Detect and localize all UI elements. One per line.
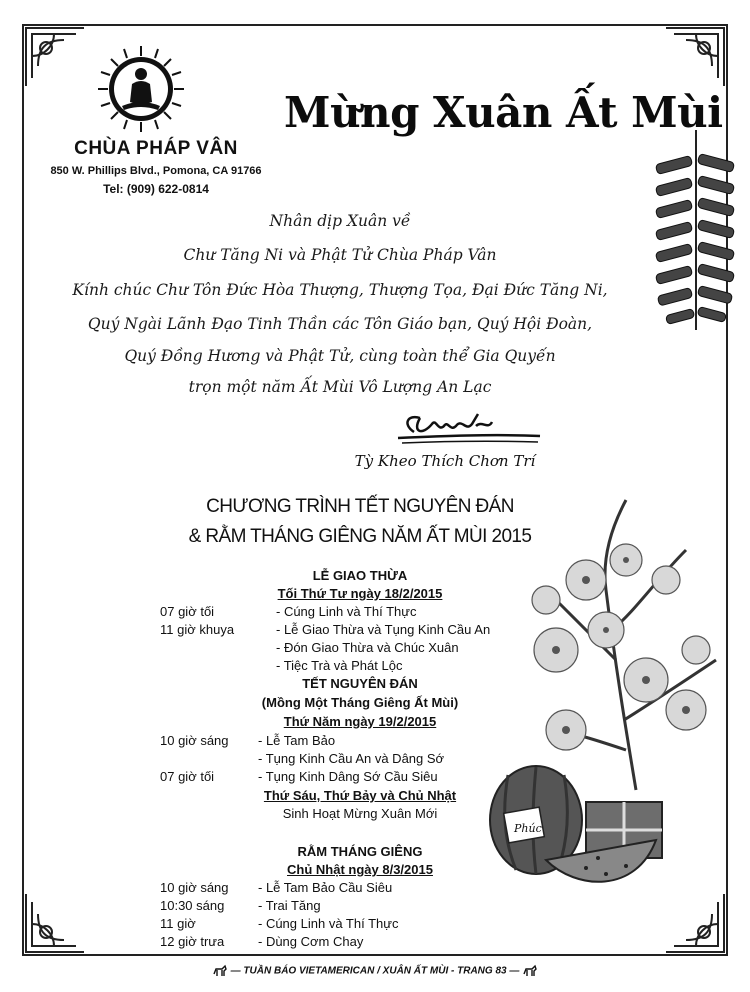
greeting-line: trọn một năm Ất Mùi Vô Lượng An Lạc bbox=[188, 378, 492, 396]
schedule-event: - Tụng Kinh Dâng Sớ Cầu Siêu bbox=[258, 769, 438, 784]
schedule-event: - Lễ Tam Bảo bbox=[258, 733, 336, 748]
section-heading-giao-thua: LỄ GIAO THỪA bbox=[312, 568, 408, 583]
schedule-event: - Lễ Giao Thừa và Tụng Kinh Cầu An bbox=[276, 622, 491, 637]
corner-ornament-top-left bbox=[24, 26, 86, 88]
schedule-event: - Tụng Kinh Cầu An và Dâng Sớ bbox=[258, 751, 445, 766]
schedule-event: - Cúng Linh và Thí Thực bbox=[276, 604, 417, 619]
schedule-time: 11 giờ bbox=[160, 916, 196, 931]
page-footer bbox=[0, 964, 750, 978]
watermelon-label: Phúc bbox=[514, 822, 542, 835]
firecrackers-icon bbox=[652, 130, 736, 336]
weekend-event: Sinh Hoạt Mừng Xuân Mới bbox=[282, 806, 438, 821]
greeting-line: Quý Ngài Lãnh Đạo Tinh Thần các Tôn Giáo bạn, Quý Hội Đoàn, bbox=[87, 315, 593, 333]
section-date-ram-thang-gieng: Chủ Nhật ngày 8/3/2015 bbox=[287, 862, 433, 877]
schedule-event: - Dùng Cơm Chay bbox=[258, 934, 364, 949]
page-title: Mừng Xuân Ất Mùi bbox=[284, 88, 723, 137]
schedule-time: 10 giờ sáng bbox=[160, 733, 229, 748]
program-title-line1: CHƯƠNG TRÌNH TẾT NGUYÊN ĐÁN bbox=[206, 496, 514, 517]
goat-icon bbox=[212, 964, 228, 978]
corner-ornament-bottom-left bbox=[24, 892, 86, 954]
temple-logo-icon bbox=[96, 44, 186, 134]
greeting-line: Nhân dịp Xuân về bbox=[269, 212, 411, 230]
program-title-line2: & RẰM THÁNG GIÊNG NĂM ẤT MÙI 2015 bbox=[188, 526, 532, 547]
schedule-event: - Cúng Linh và Thí Thực bbox=[258, 916, 399, 931]
signer-name: Tỳ Kheo Thích Chơn Trí bbox=[354, 452, 536, 470]
schedule-time: 07 giờ tối bbox=[160, 769, 215, 784]
greeting-line: Quý Đồng Hương và Phật Tử, cùng toàn thể Gia Quyến bbox=[124, 347, 556, 365]
corner-ornament-bottom-right bbox=[664, 892, 726, 954]
temple-phone: Tel: (909) 622-0814 bbox=[103, 182, 209, 196]
section-subheading-nguyen-dan: (Mồng Một Tháng Giêng Ất Mùi) bbox=[261, 695, 459, 710]
section-date-giao-thua: Tối Thứ Tư ngày 18/2/2015 bbox=[277, 586, 443, 601]
signature-image bbox=[392, 410, 542, 446]
corner-ornament-top-right bbox=[664, 26, 726, 88]
section-heading-ram-thang-gieng: RẰM THÁNG GIÊNG bbox=[297, 844, 423, 859]
temple-address: 850 W. Phillips Blvd., Pomona, CA 91766 bbox=[50, 165, 262, 177]
schedule-time: 10 giờ sáng bbox=[160, 880, 229, 895]
schedule-event: - Trai Tăng bbox=[258, 898, 321, 913]
schedule-time: 12 giờ trưa bbox=[160, 934, 225, 949]
schedule-time: 11 giờ khuya bbox=[160, 622, 235, 637]
goat-icon bbox=[522, 964, 538, 978]
schedule-time: 10:30 sáng bbox=[160, 898, 225, 913]
schedule-event: - Lễ Tam Bảo Cầu Siêu bbox=[258, 880, 393, 895]
schedule-event: - Đón Giao Thừa và Chúc Xuân bbox=[276, 640, 459, 655]
apricot-blossom-illustration bbox=[486, 490, 730, 900]
schedule-time: 07 giờ tối bbox=[160, 604, 215, 619]
greeting-line: Kính chúc Chư Tôn Đức Hòa Thượng, Thượng Tọa, Đại Đức Tăng Ni, bbox=[72, 281, 608, 299]
section-date-weekend: Thứ Sáu, Thứ Bảy và Chủ Nhật bbox=[263, 788, 457, 803]
temple-name: CHÙA PHÁP VÂN bbox=[74, 138, 238, 159]
greeting-line: Chư Tăng Ni và Phật Tử Chùa Pháp Vân bbox=[183, 246, 497, 264]
schedule-event: - Tiệc Trà và Phát Lộc bbox=[276, 658, 403, 673]
section-heading-nguyen-dan: TẾT NGUYÊN ĐÁN bbox=[302, 676, 418, 691]
footer-text: — TUẦN BÁO VIETAMERICAN / XUÂN ẤT MÙI - TRANG 83 — bbox=[230, 965, 520, 977]
section-date-nguyen-dan: Thứ Năm ngày 19/2/2015 bbox=[283, 714, 437, 729]
